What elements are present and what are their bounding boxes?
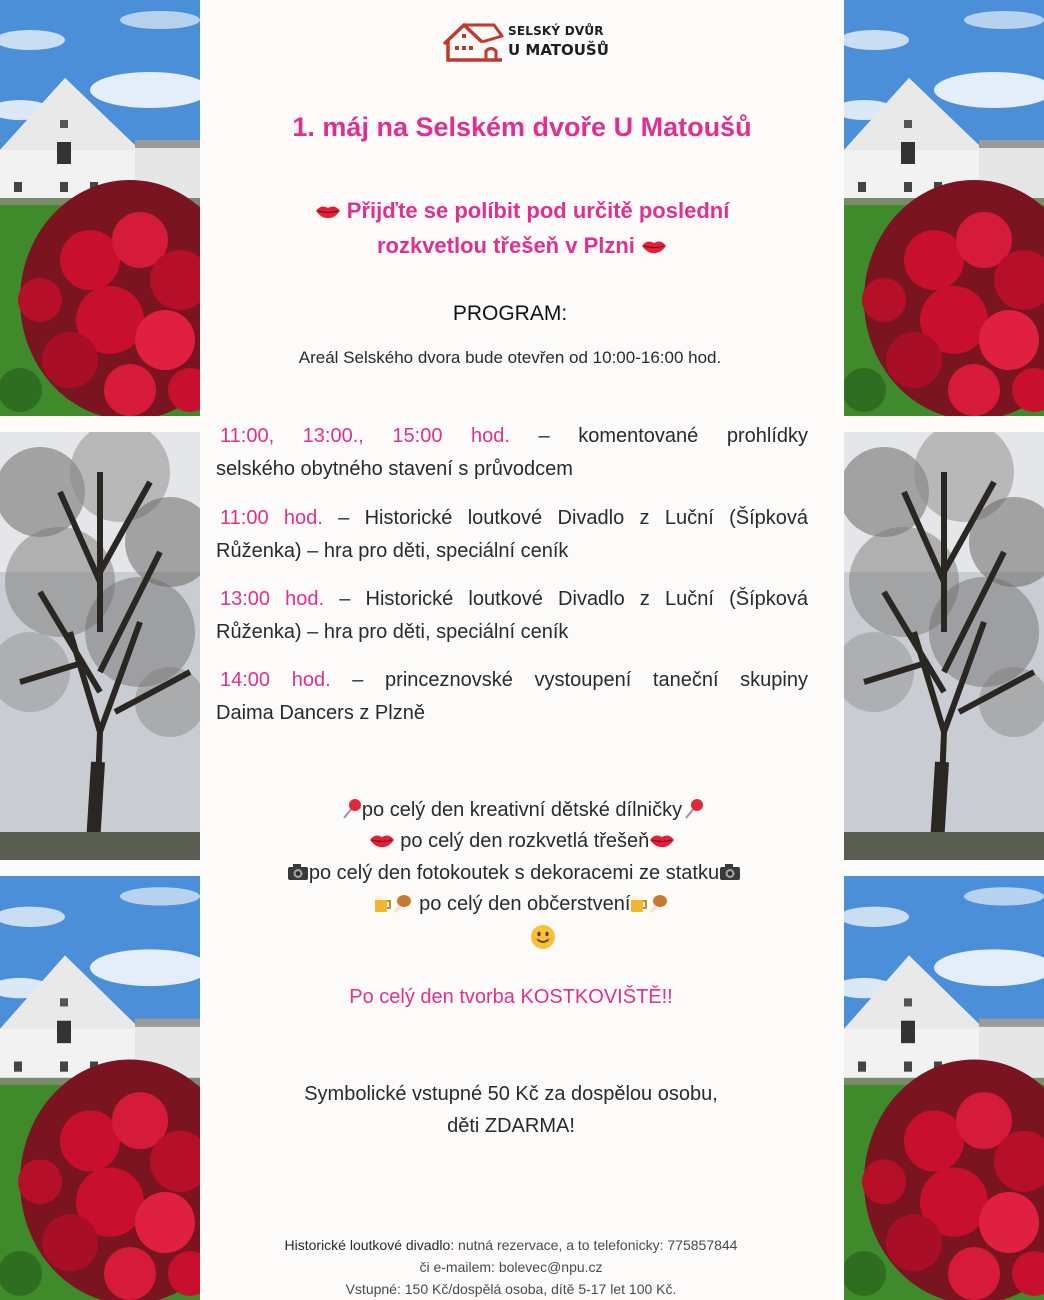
beer-and-chicken-icon bbox=[374, 892, 414, 914]
price-line-2: děti ZDARMA! bbox=[447, 1115, 575, 1137]
kiss-lips-icon bbox=[649, 832, 675, 848]
subtitle-line-1: Přijďte se políbit pod určitě poslední bbox=[346, 198, 730, 223]
program-time: 13:00 hod. bbox=[220, 588, 325, 610]
program-item bbox=[216, 502, 808, 568]
lollipop-icon bbox=[682, 798, 704, 820]
farmhouse-and-red-flowers-photo bbox=[0, 0, 200, 416]
blooming-cherry-tree-photo bbox=[0, 432, 200, 860]
footer-label: Historické loutkové divadlo: bbox=[284, 1237, 455, 1253]
all-day-item bbox=[200, 889, 844, 920]
left-photo-column bbox=[0, 0, 200, 1300]
theater-info-footer bbox=[200, 1234, 822, 1300]
kiss-lips-icon bbox=[315, 203, 341, 219]
program-time: 11:00, 13:00., 15:00 hod. bbox=[220, 425, 510, 447]
program-text: – Historické loutkové Divadlo z Luční (Šípková bbox=[338, 507, 808, 529]
farmhouse-icon bbox=[442, 22, 504, 64]
logo-line-1: SELSKÝ DVŮR bbox=[508, 24, 604, 38]
kiss-lips-icon bbox=[369, 832, 395, 848]
program-text: – komentované prohlídky bbox=[538, 425, 808, 447]
subtitle-line-2: rozkvetlou třešeň v Plzni bbox=[376, 233, 635, 258]
program-time: 14:00 hod. bbox=[220, 669, 331, 691]
all-day-text: po celý den občerstvení bbox=[413, 893, 631, 915]
footer-email: či e-mailem: bolevec@npu.cz bbox=[419, 1259, 603, 1275]
opening-hours: Areál Selského dvora bude otevřen od 10:00-16:00 hod. bbox=[298, 348, 722, 367]
camera-icon bbox=[287, 861, 309, 883]
blooming-cherry-tree-photo bbox=[844, 432, 1044, 860]
program-text-continued: Růženka) – hra pro děti, speciální ceník bbox=[216, 621, 569, 643]
all-day-text: po celý den fotokoutek s dekoracemi ze statku bbox=[308, 862, 720, 884]
footer-reservation: nutná rezervace, a to telefonicky: 775857844 bbox=[454, 1237, 738, 1253]
program-text-continued: Daima Dancers z Plzně bbox=[216, 702, 425, 724]
all-day-item bbox=[200, 826, 844, 857]
kiss-lips-icon bbox=[641, 238, 667, 254]
all-day-text: po celý den kreativní dětské dílničky bbox=[361, 799, 683, 821]
logo-line-2: U MATOUŠŮ bbox=[508, 41, 609, 59]
farmhouse-and-red-flowers-photo bbox=[0, 876, 200, 1300]
program-text-continued: Růženka) – hra pro děti, speciální ceník bbox=[216, 540, 569, 562]
all-day-text: po celý den rozkvetlá třešeň bbox=[394, 830, 650, 852]
program-time: 11:00 hod. bbox=[220, 507, 323, 529]
program-text: – princeznovské vystoupení taneční skupiny bbox=[352, 669, 808, 691]
program-item bbox=[216, 664, 808, 730]
price-line-1: Symbolické vstupné 50 Kč za dospělou osobu, bbox=[304, 1083, 718, 1105]
program-text: – Historické loutkové Divadlo z Luční (Šípková bbox=[339, 588, 808, 610]
right-photo-column bbox=[844, 0, 1044, 1300]
event-title: 1. máj na Selském dvoře U Matoušů bbox=[292, 112, 752, 142]
program-item bbox=[216, 420, 808, 486]
logo-text bbox=[508, 24, 609, 59]
program-heading: PROGRAM: bbox=[452, 302, 568, 325]
all-day-item bbox=[200, 795, 844, 826]
event-subtitle bbox=[200, 193, 844, 263]
footer-theater-price: Vstupné: 150 Kč/dospělá osoba, dítě 5-17 let 100 Kč. bbox=[345, 1281, 677, 1297]
program-item bbox=[216, 583, 808, 649]
all-day-item bbox=[192, 858, 836, 889]
logo bbox=[442, 20, 612, 66]
camera-icon bbox=[719, 861, 741, 883]
program-text-continued: selského obytného stavení s průvodcem bbox=[216, 458, 573, 480]
farmhouse-and-red-flowers-photo bbox=[844, 0, 1044, 416]
smiling-face-icon bbox=[530, 924, 556, 950]
farmhouse-and-red-flowers-photo bbox=[844, 876, 1044, 1300]
flyer-content bbox=[200, 0, 844, 1300]
admission-price bbox=[200, 1078, 822, 1142]
lollipop-icon bbox=[340, 798, 362, 820]
kostkoviste-note: Po celý den tvorba KOSTKOVIŠTĚ!! bbox=[349, 986, 673, 1008]
beer-and-chicken-icon bbox=[630, 892, 670, 914]
